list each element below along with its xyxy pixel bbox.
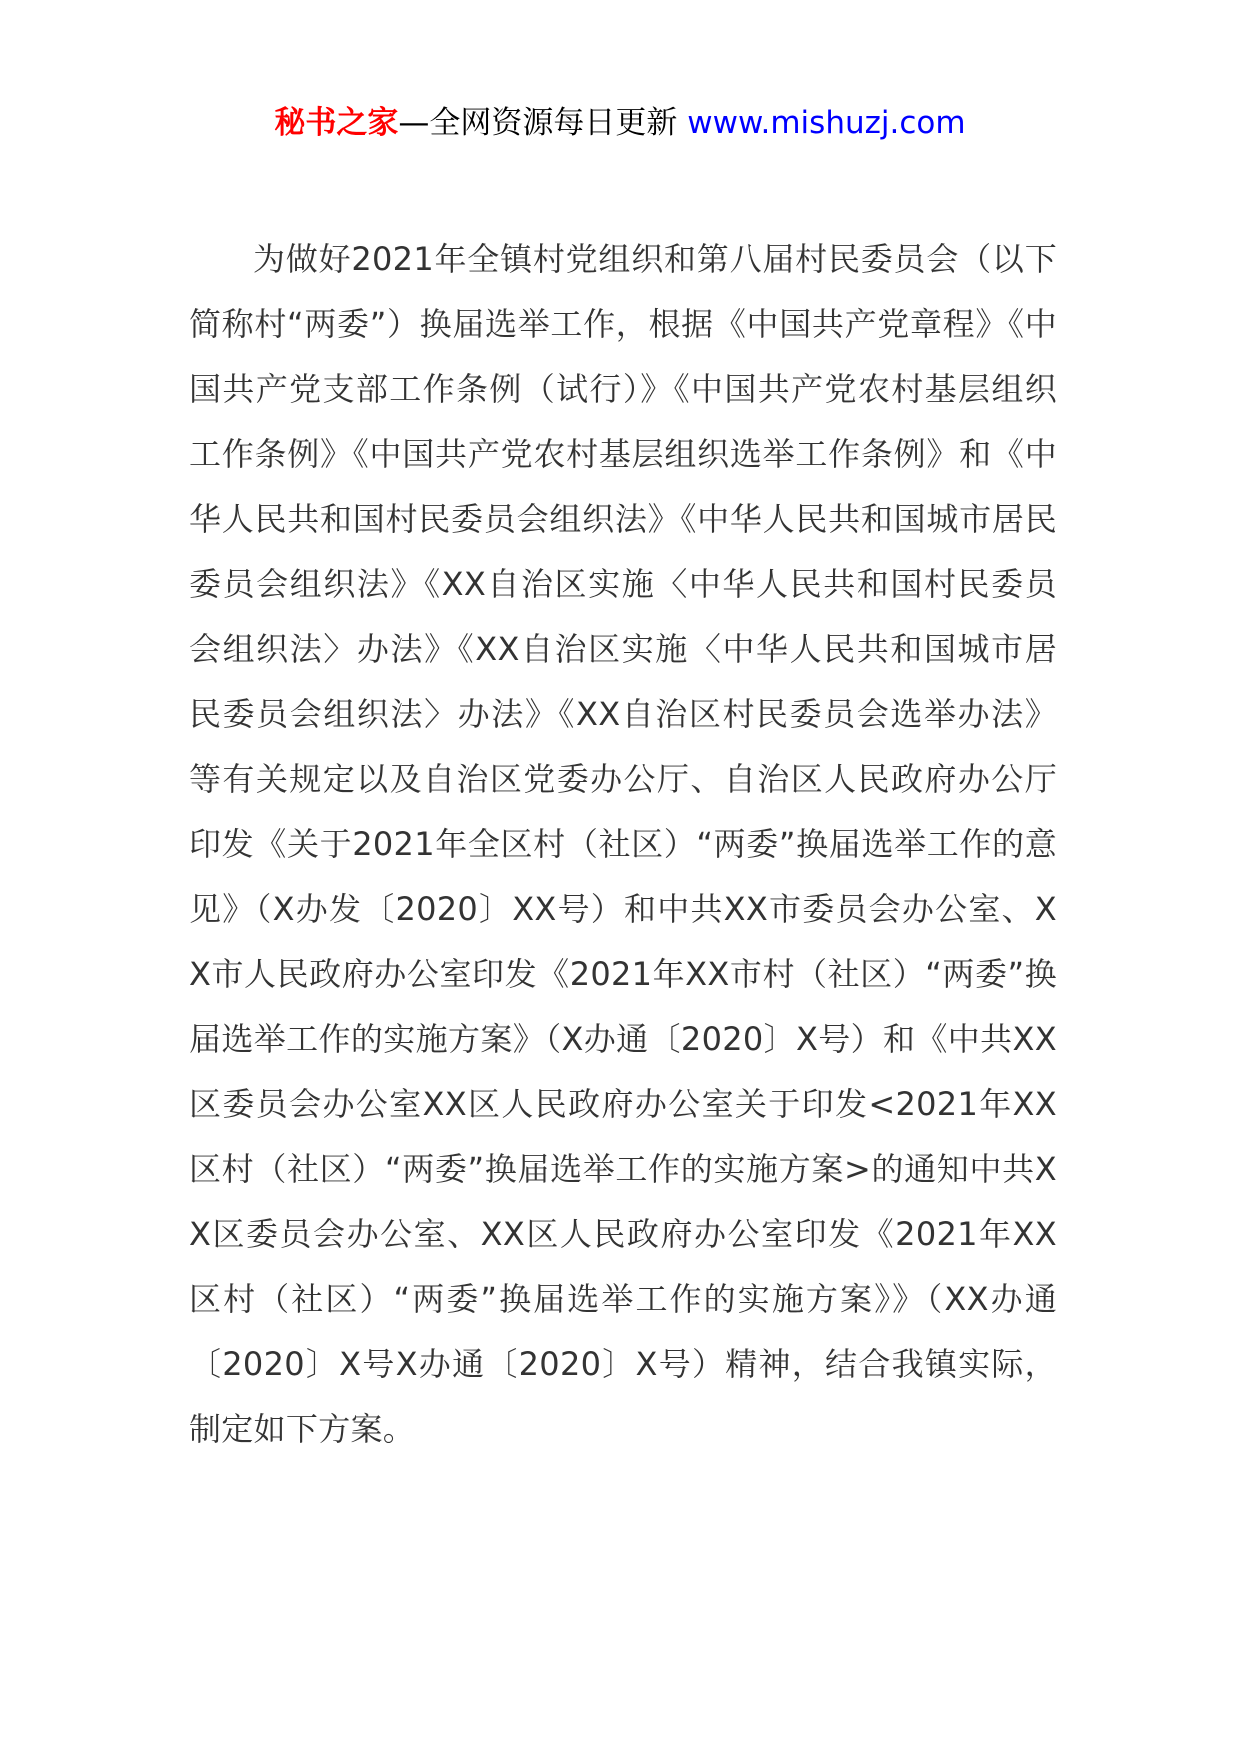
body-paragraph: 为做好2021年全镇村党组织和第八届村民委员会（以下简称村“两委”）换届选举工作，根据《中国共产党章程》《中国共产党支部工作条例（试行）》《中国共产党农村基层组织工作条例》《中国共产党农村基层组织选举工作条例》和《中华人民共和国村民委员会组织法》《中华人民共和国城市居民委员会组织法》《XX自治区实施〈中华人民共和国村民委员会组织法〉办法》《XX自治区实施〈中华人民共和国城市居民委员会组织法〉办法》《XX自治区村民委员会选举办法》等有关规定以及自治区党委办公厅、自治区人民政府办公厅印发《关于2021年全区村（社区）“两委”换届选举工作的意见》（X办发〔2020〕XX号）和中共XX市委员会办公室、XX市人民政府办公室印发《2021年XX市村（社区）“两委”换届选举工作的实施方案》（X办通〔2020〕X号）和《中共XX区委员会办公室XX区人民政府办公室关于印发<2021年XX区村（社区）“两委”换届选举工作的实施方案>的通知中共XX区委员会办公室、XX区人民政府办公室印发《2021年XX区村（社区）“两委”换届选举工作的实施方案》》（XX办通〔2020〕X号X办通〔2020〕X号）精神，结合我镇实际，制定如下方案。 [189, 240, 1057, 1448]
header-tagline: —全网资源每日更新 [398, 105, 688, 141]
brand-name: 秘书之家 [274, 105, 399, 141]
website-link[interactable]: www.mishuzj.com [687, 105, 966, 141]
page-header [0, 100, 1240, 146]
